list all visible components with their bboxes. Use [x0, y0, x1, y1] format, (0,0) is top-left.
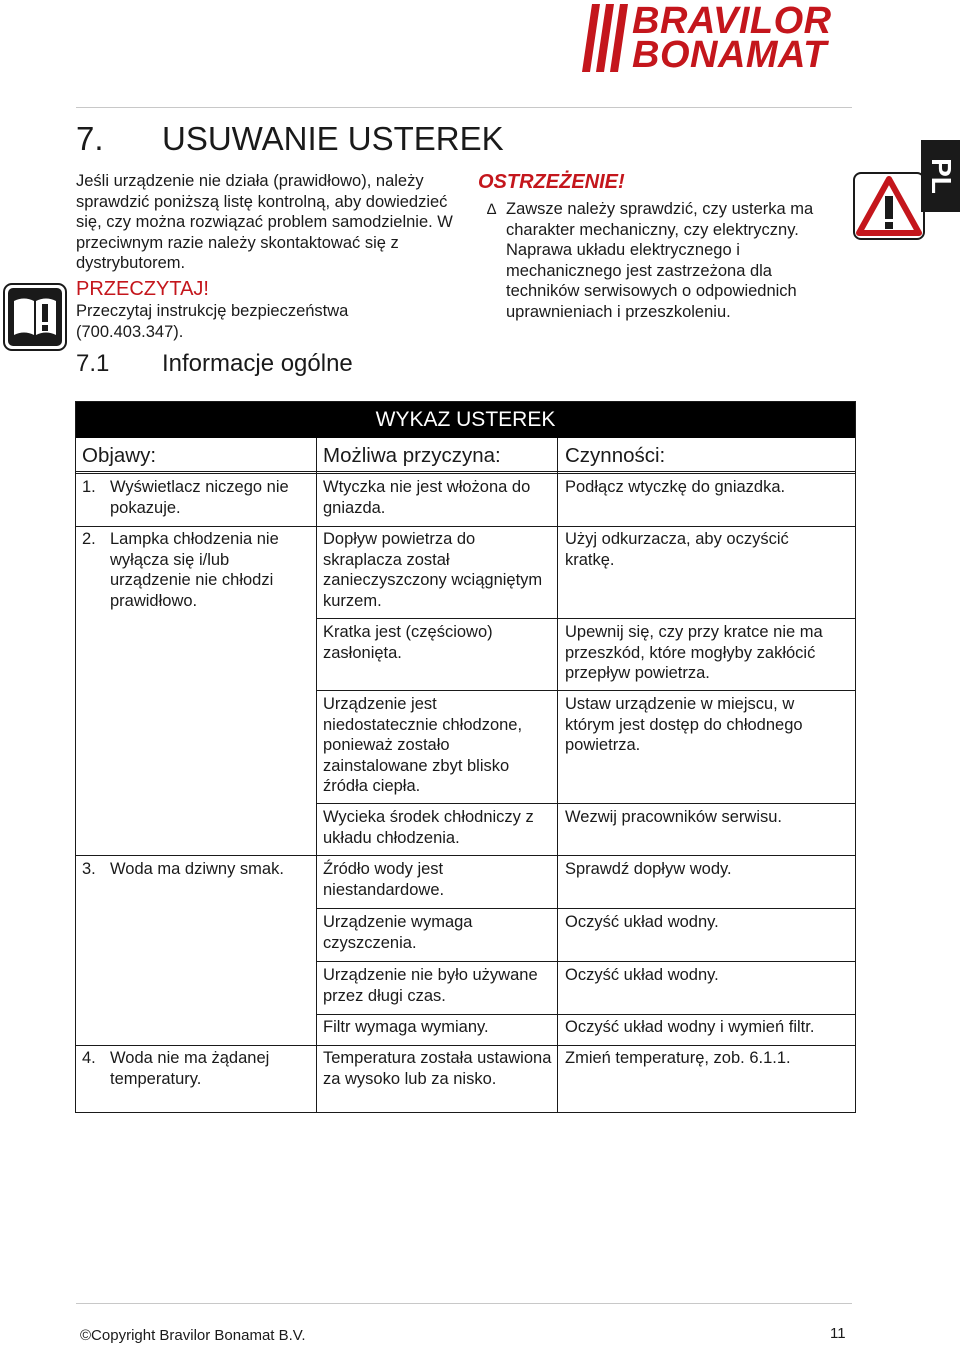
action-cell: Upewnij się, czy przy kratce nie ma przeszkód, które mogłyby zakłócić przepływ powietrza.	[565, 623, 823, 682]
language-tab	[921, 140, 960, 212]
troubleshooting-table	[75, 401, 856, 1113]
symptom-text: Woda ma dziwny smak.	[110, 860, 284, 878]
manual-book-icon	[3, 283, 67, 351]
row-number: 1.	[82, 478, 96, 496]
cause-cell: Urządzenie jest niedostatecznie chłodzone, ponieważ zostało zainstalowane zbyt blisko źródła ciepła.	[323, 695, 523, 795]
symptom-text: Wyświetlacz niczego nie pokazuje.	[110, 478, 289, 517]
header-divider	[76, 107, 852, 108]
cause-cell: Kratka jest (częściowo) zasłonięta.	[323, 623, 493, 662]
warning-title: OSTRZEŻENIE!	[478, 171, 625, 193]
row-number: 2.	[82, 530, 96, 548]
action-cell: Oczyść układ wodny.	[565, 913, 719, 931]
warning-triangle-icon	[853, 172, 925, 240]
row-divider	[316, 803, 855, 804]
row-divider	[76, 855, 855, 856]
symptom-text: Woda nie ma żądanej temperatury.	[110, 1049, 270, 1088]
table-row-symptom	[82, 477, 304, 517]
brand-logo	[582, 0, 852, 76]
section-title	[76, 120, 504, 158]
action-cell: Oczyść układ wodny i wymień filtr.	[565, 1018, 815, 1036]
header-symptoms: Objawy:	[82, 444, 157, 467]
row-divider	[316, 1014, 855, 1015]
header-action: Czynności:	[565, 444, 666, 467]
language-tab-label: PL	[925, 158, 957, 194]
column-divider	[557, 438, 558, 1113]
row-divider	[316, 690, 855, 691]
cause-cell: Wtyczka nie jest włożona do gniazda.	[323, 478, 531, 517]
logo-stripes-icon	[582, 4, 630, 72]
intro-paragraph: Jeśli urządzenie nie działa (prawidłowo), należy sprawdzić poniższą listę kontrolną, aby dowiedzieć się, czy można rozwiązać problem samodzielnie. W przeciwnym razie należy skontaktować się z dystrybutorem.	[76, 172, 453, 272]
read-notice-text: Przeczytaj instrukcję bezpieczeństwa (700.403.347).	[76, 302, 349, 341]
read-notice-title: PRZECZYTAJ!	[76, 278, 209, 300]
brand-name-line1: BRAVILOR	[632, 0, 832, 42]
footer-divider	[76, 1303, 852, 1304]
column-divider	[316, 438, 317, 1113]
table-title: WYKAZ USTEREK	[76, 402, 855, 438]
row-divider	[316, 618, 855, 619]
section-title-text: USUWANIE USTEREK	[162, 120, 504, 157]
row-number: 4.	[82, 1049, 96, 1067]
action-cell: Zmień temperaturę, zob. 6.1.1.	[565, 1049, 791, 1067]
cause-cell: Dopływ powietrza do skraplacza został zanieczyszczony wciągniętym kurzem.	[323, 530, 543, 610]
page-number: 11	[830, 1325, 846, 1342]
brand-name-line2: BONAMAT	[632, 34, 827, 76]
cause-cell: Wycieka środek chłodniczy z układu chłodzenia.	[323, 808, 534, 847]
cause-cell: Urządzenie nie było używane przez długi czas.	[323, 966, 538, 1005]
row-number: 3.	[82, 860, 96, 878]
subsection-number: 7.1	[76, 350, 110, 377]
row-divider	[316, 961, 855, 962]
action-cell: Oczyść układ wodny.	[565, 966, 719, 984]
row-divider	[76, 526, 855, 527]
table-row-symptom	[82, 1048, 304, 1088]
row-divider	[316, 908, 855, 909]
section-number: 7.	[76, 120, 104, 157]
subsection-title-text: Informacje ogólne	[162, 350, 353, 377]
copyright-text: ©Copyright Bravilor Bonamat B.V.	[80, 1327, 306, 1344]
cause-cell: Źródło wody jest niestandardowe.	[323, 860, 445, 899]
action-cell: Ustaw urządzenie w miejscu, w którym jest dostęp do chłodnego powietrza.	[565, 695, 803, 754]
action-cell: Sprawdź dopływ wody.	[565, 860, 732, 878]
action-cell: Podłącz wtyczkę do gniazdka.	[565, 478, 786, 496]
cause-cell: Urządzenie wymaga czyszczenia.	[323, 913, 473, 952]
cause-cell: Filtr wymaga wymiany.	[323, 1018, 489, 1036]
cause-cell: Temperatura została ustawiona za wysoko lub za nisko.	[323, 1049, 552, 1088]
header-cause: Możliwa przyczyna:	[323, 444, 501, 467]
row-divider	[76, 1045, 855, 1046]
warning-text: Zawsze należy sprawdzić, czy usterka ma charakter mechaniczny, czy elektryczny. Naprawa układu elektrycznego i mechanicznego jest zastrzeżona dla techników serwisowych o odpowiednich uprawnieniach i przeszkoleniu.	[506, 200, 814, 321]
subsection-title	[76, 349, 353, 379]
warning-bullet: ∆	[487, 201, 497, 218]
symptom-text: Lampka chłodzenia nie wyłącza się i/lub urządzenie nie chłodzi prawidłowo.	[110, 530, 279, 610]
table-row-symptom	[82, 529, 304, 610]
action-cell: Użyj odkurzacza, aby oczyścić kratkę.	[565, 530, 789, 569]
table-row-symptom	[82, 859, 304, 880]
table-header-row	[76, 438, 855, 474]
action-cell: Wezwij pracowników serwisu.	[565, 808, 783, 826]
